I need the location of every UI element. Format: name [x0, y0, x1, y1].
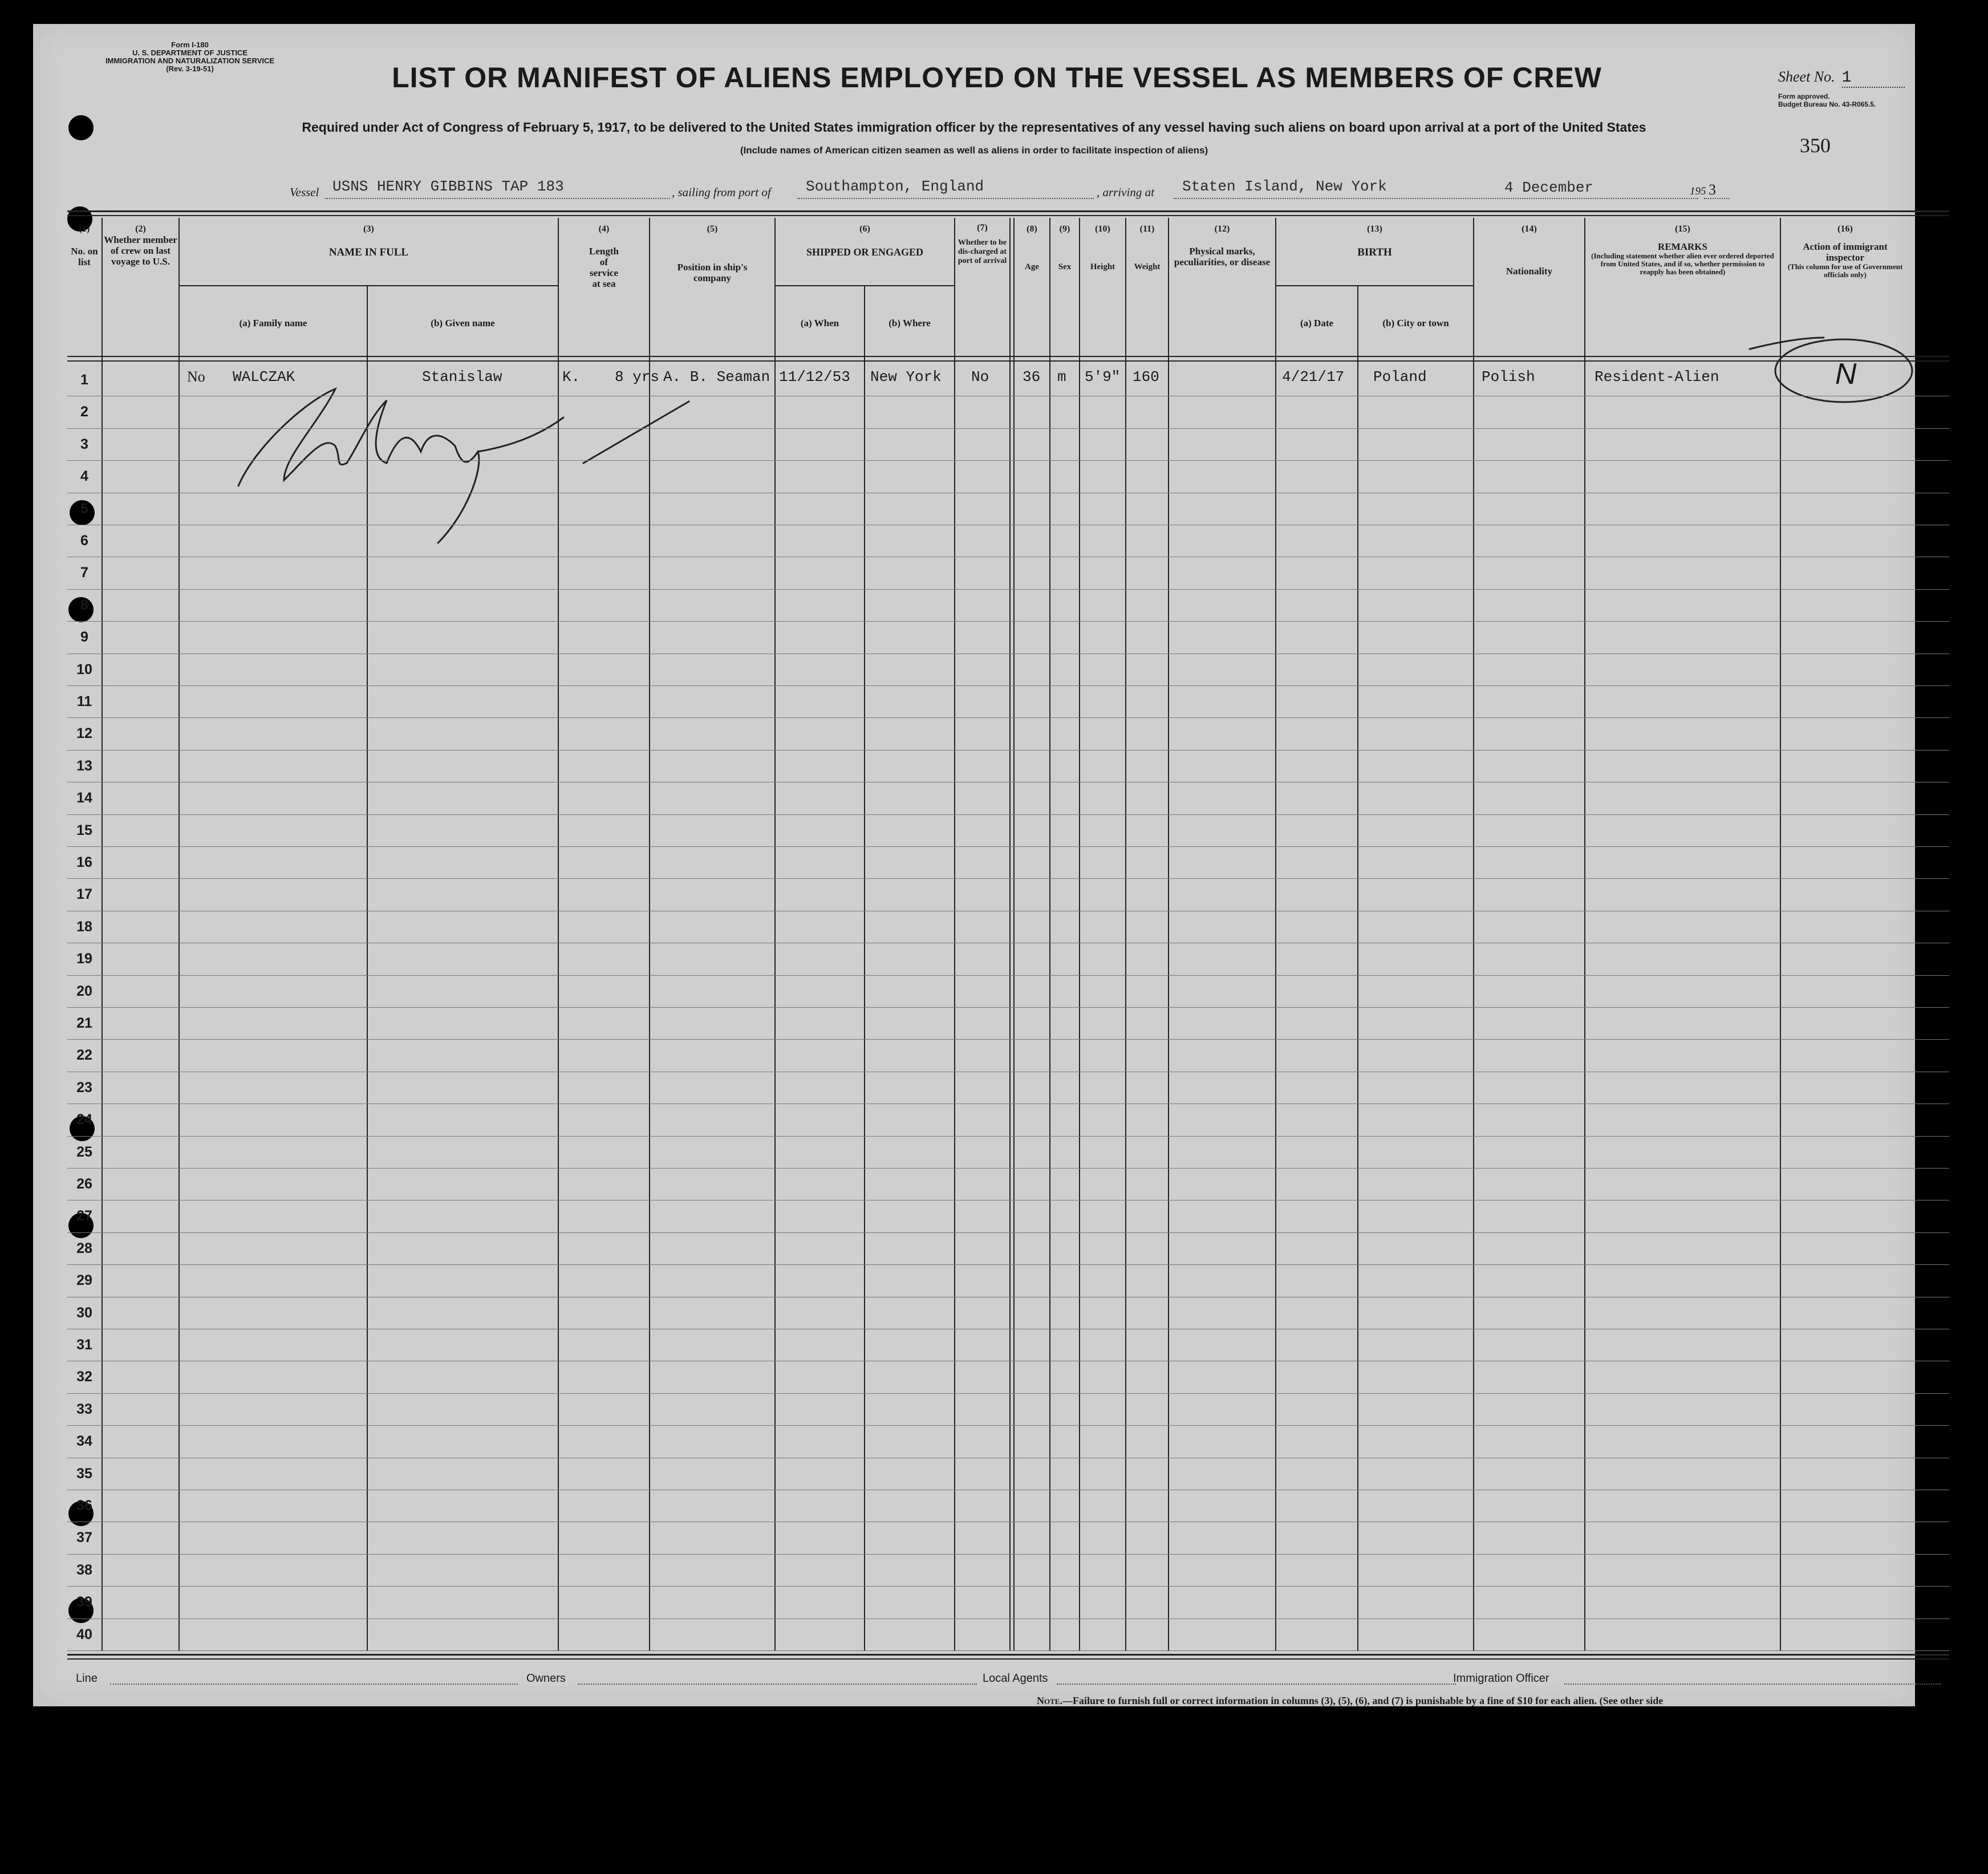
row-number: 27 — [76, 1208, 92, 1224]
sheet-value: 1 — [1842, 69, 1905, 88]
vessel-label: Vessel — [290, 185, 319, 199]
punch-hole — [68, 115, 94, 140]
col-4-label: Length of service at sea — [589, 246, 619, 289]
col-2-label: Whether member of crew on last voyage to U.S. — [104, 234, 177, 267]
department: U. S. DEPARTMENT OF JUSTICE — [132, 48, 248, 57]
footer-owners-label: Owners — [526, 1672, 566, 1685]
arriving-label: , arriving at — [1097, 185, 1154, 199]
row-rule — [67, 1393, 1949, 1394]
col-11-label: Weight — [1134, 262, 1161, 271]
row-number: 31 — [76, 1337, 92, 1353]
row-number: 2 — [80, 404, 88, 420]
entry-service-length: 8 yrs — [615, 368, 660, 386]
entry-last-voyage: No — [187, 368, 205, 385]
row-number: 20 — [76, 983, 92, 999]
col-16-number: (16) — [1837, 224, 1853, 234]
row-rule — [67, 717, 1949, 718]
row-rule — [67, 1586, 1949, 1587]
col-14-number: (14) — [1522, 224, 1537, 234]
penalty-note — [1037, 1695, 1663, 1707]
legal-requirement: Required under Act of Congress of February 5, 1917, to be delivered to the United States immigration officer by the representatives of any vessel having such aliens on board upon arrival at a port of the United States — [302, 120, 1646, 135]
reference-number: 350 — [1800, 134, 1831, 157]
footer-line-label: Line — [76, 1672, 98, 1685]
row-number: 22 — [76, 1047, 92, 1064]
entry-nationality: Polish — [1482, 368, 1535, 386]
arrival-year-suffix: 3 — [1709, 181, 1716, 198]
sheet-label: Sheet No. — [1778, 68, 1835, 85]
arrival-year-prefix: 195 — [1690, 185, 1706, 197]
row-number: 16 — [76, 854, 92, 870]
row-rule — [67, 750, 1949, 751]
row-number: 1 — [80, 372, 88, 388]
note-lead: Note. — [1037, 1695, 1062, 1706]
row-rule — [67, 1264, 1949, 1265]
col-13a-header: (a) Date — [1300, 318, 1334, 328]
col-8-number: (8) — [1027, 224, 1037, 234]
col-13-label: BIRTH — [1357, 246, 1392, 258]
row-number: 8 — [80, 597, 88, 613]
col-9-number: (9) — [1059, 224, 1070, 234]
form-identifier — [67, 41, 313, 73]
row-rule — [67, 846, 1949, 847]
row-number: 14 — [76, 790, 92, 806]
row-rule — [67, 589, 1949, 590]
col-14-label: Nationality — [1506, 266, 1553, 277]
row-rule — [67, 878, 1949, 879]
row-number: 21 — [76, 1015, 92, 1031]
col-11-number: (11) — [1139, 224, 1155, 234]
row-number: 4 — [80, 468, 88, 485]
row-number: 23 — [76, 1079, 92, 1096]
entry-middle-initial: K. — [562, 368, 581, 386]
col-9-label: Sex — [1058, 262, 1072, 271]
col-1-number: (1) — [79, 224, 90, 234]
col-6-number: (6) — [859, 224, 870, 234]
signature-scribble — [238, 389, 563, 543]
vessel-name: USNS HENRY GIBBINS TAP 183 — [332, 178, 564, 195]
col-1-label: No. on list — [71, 246, 98, 267]
entry-weight: 160 — [1133, 368, 1159, 386]
row-number: 15 — [76, 822, 92, 838]
inspector-circle — [1775, 339, 1912, 402]
row-number: 18 — [76, 918, 92, 935]
row-number: 26 — [76, 1176, 92, 1192]
col-4-number: (4) — [598, 224, 610, 234]
entry-given-name: Stanislaw — [422, 368, 502, 386]
arrival-date: 4 December — [1504, 179, 1594, 196]
col-7-label: Whether to be dis-charged at port of arrival — [958, 238, 1007, 265]
entry-sex: m — [1057, 368, 1066, 386]
row-rule — [67, 1039, 1949, 1040]
manifest-sheet — [33, 24, 1915, 1706]
row-number: 39 — [76, 1594, 92, 1611]
entry-position: A. B. Seaman — [663, 368, 770, 386]
col-6b-header: (b) Where — [888, 318, 931, 328]
col-12-number: (12) — [1214, 224, 1230, 234]
row-number: 37 — [76, 1530, 92, 1546]
entry-shipped-when: 11/12/53 — [779, 368, 850, 386]
row-rule — [67, 428, 1949, 429]
entry-shipped-where: New York — [870, 368, 942, 386]
row-number: 28 — [76, 1240, 92, 1256]
approval-line: Form approved. — [1778, 92, 1830, 100]
row-number: 17 — [76, 886, 92, 903]
col-2-number: (2) — [135, 224, 146, 234]
sailing-label: , sailing from port of — [672, 185, 771, 199]
page-title: LIST OR MANIFEST OF ALIENS EMPLOYED ON THE VESSEL AS MEMBERS OF CREW — [392, 62, 1602, 94]
footer-officer-label: Immigration Officer — [1453, 1672, 1549, 1685]
row-number: 12 — [76, 725, 92, 742]
row-rule — [67, 814, 1949, 815]
col-6-label: SHIPPED OR ENGAGED — [806, 246, 924, 258]
row-rule — [67, 1425, 1949, 1426]
row-number: 25 — [76, 1143, 92, 1160]
col-3-label: NAME IN FULL — [328, 246, 409, 258]
row-number: 29 — [76, 1272, 92, 1289]
row-number: 5 — [80, 500, 88, 517]
row-number: 7 — [80, 565, 88, 581]
row-number: 36 — [76, 1498, 92, 1514]
row-rule — [67, 1168, 1949, 1169]
col-15-sublabel: (Including statement whether alien ever ordered deported from United States, and if so, whether permission to reapply has been obtained) — [1591, 252, 1774, 276]
col-6a-header: (a) When — [800, 318, 839, 328]
inspector-mark: N — [1835, 358, 1857, 391]
col-8-label: Age — [1025, 262, 1039, 271]
entry-remarks: Resident-Alien — [1595, 368, 1719, 386]
row-number: 13 — [76, 757, 92, 774]
port-of-arrival: Staten Island, New York — [1182, 178, 1387, 195]
col-3b-header: (b) Given name — [431, 318, 495, 328]
row-rule — [67, 1007, 1949, 1008]
entry-age: 36 — [1023, 368, 1041, 386]
handwritten-annotations — [67, 218, 1949, 1650]
col-3-number: (3) — [363, 224, 374, 234]
col-15-label: REMARKS — [1658, 241, 1707, 252]
row-number: 10 — [76, 661, 92, 678]
col-3a-header: (a) Family name — [239, 318, 307, 328]
inclusion-note: (Include names of American citizen seamen as well as aliens in order to facilitate inspection of aliens) — [740, 145, 1208, 156]
entry-birth-city: Poland — [1373, 368, 1427, 386]
revision: (Rev. 3-19-51) — [166, 64, 214, 73]
row-number: 11 — [76, 693, 92, 709]
col-5-number: (5) — [707, 224, 718, 234]
row-rule — [67, 1136, 1949, 1137]
row-rule — [67, 1232, 1949, 1233]
col-13-number: (13) — [1367, 224, 1382, 234]
sheet-number — [1778, 68, 1905, 88]
budget-bureau-line: Budget Bureau No. 43-R065.5. — [1778, 100, 1876, 108]
row-number: 30 — [76, 1304, 92, 1321]
entry-birth-date: 4/21/17 — [1282, 368, 1345, 386]
budget-approval — [1778, 92, 1876, 108]
entry-family-name: WALCZAK — [233, 368, 295, 386]
footer-agents-label: Local Agents — [983, 1672, 1048, 1685]
form-number: Form I-180 — [171, 40, 209, 49]
col-13b-header: (b) City or town — [1382, 318, 1449, 328]
service-strike-line — [583, 401, 689, 463]
row-rule — [67, 685, 1949, 686]
row-number: 32 — [76, 1369, 92, 1385]
note-text: —Failure to furnish full or correct information in columns (3), (5), (6), and (7) is punishable by a fine of $10 for each alien. (See other side — [1062, 1695, 1664, 1706]
row-number: 40 — [76, 1626, 92, 1642]
col-10-label: Height — [1090, 262, 1115, 271]
row-number: 9 — [80, 629, 88, 646]
row-number: 35 — [76, 1465, 92, 1482]
col-10-number: (10) — [1095, 224, 1110, 234]
col-16-label: Action of immigrant inspector — [1803, 241, 1888, 263]
col-16-sublabel: (This column for use of Government officials only) — [1787, 262, 1903, 279]
col-7-number: (7) — [977, 223, 988, 233]
row-number: 24 — [76, 1112, 92, 1128]
col-15-number: (15) — [1675, 224, 1690, 234]
row-rule — [67, 1554, 1949, 1555]
col-5-label: Position in ship's company — [677, 262, 748, 283]
col-12-label: Physical marks, peculiarities, or disease — [1174, 246, 1271, 267]
entry-discharged: No — [971, 368, 989, 386]
crew-manifest-table — [67, 218, 1949, 1650]
entry-height: 5'9" — [1085, 368, 1121, 386]
row-number: 6 — [80, 533, 88, 549]
service: IMMIGRATION AND NATURALIZATION SERVICE — [105, 56, 275, 65]
row-number: 19 — [76, 951, 92, 967]
row-rule — [67, 621, 1949, 622]
row-rule — [67, 460, 1949, 461]
row-rule — [67, 1650, 1949, 1651]
row-rule — [67, 975, 1949, 976]
row-number: 38 — [76, 1561, 92, 1578]
row-number: 34 — [76, 1433, 92, 1450]
port-of-sailing: Southampton, England — [806, 178, 984, 195]
row-number: 33 — [76, 1401, 92, 1417]
row-number: 3 — [80, 436, 88, 452]
